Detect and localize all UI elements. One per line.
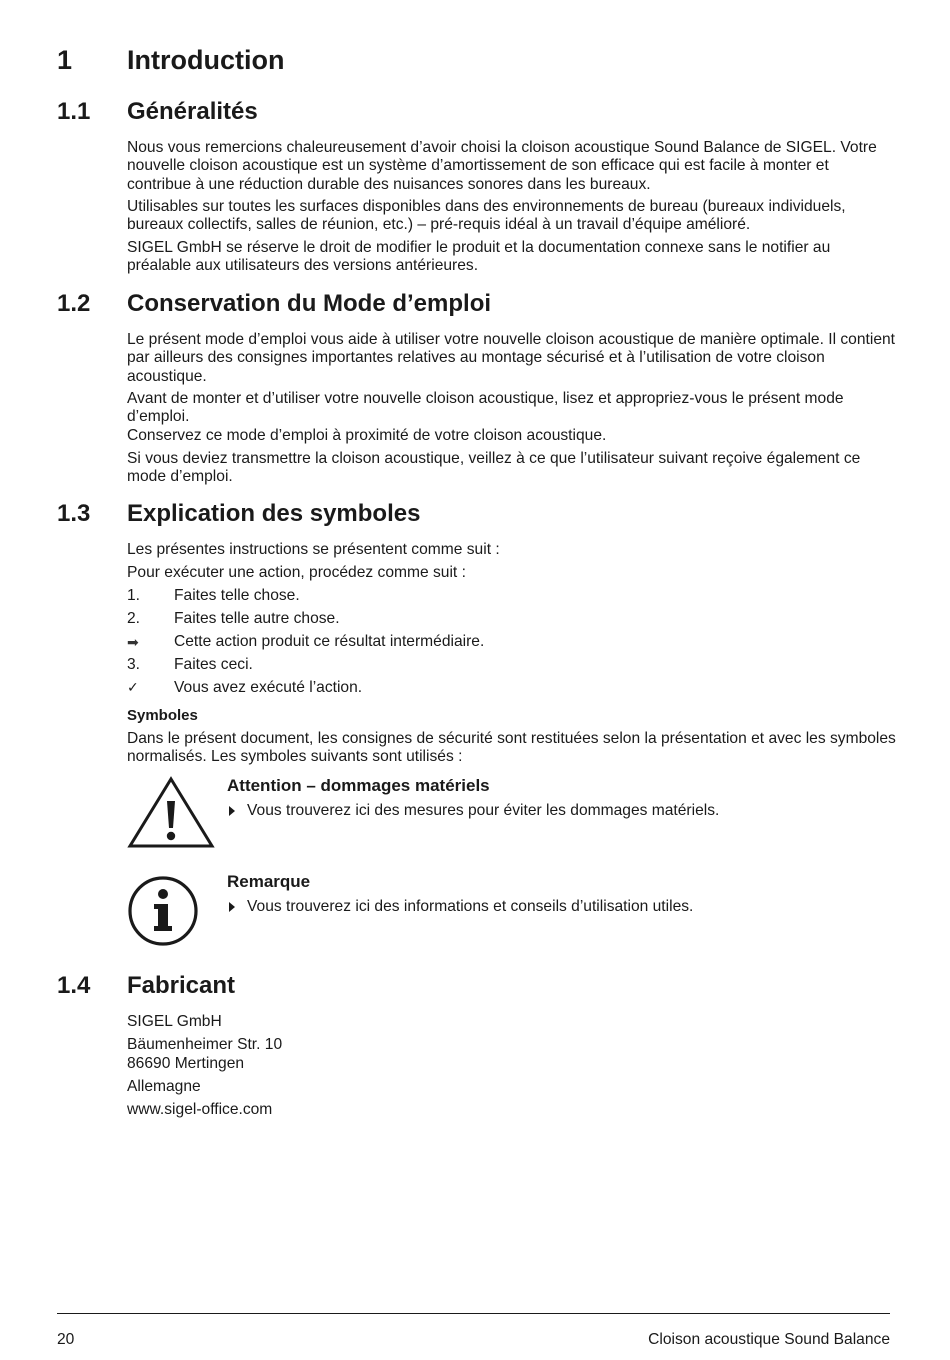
chapter-title: Introduction [127,45,285,75]
paragraph: Le présent mode d’emploi vous aide à utiliser votre nouvelle cloison acoustique de manière optimale. Il contient par ailleurs des consignes importantes relatives au montage sécurisé et à l’utilisation de votre cloison acoustique. [127,331,895,385]
section-number: 1.3 [57,500,91,527]
manufacturer-website: www.sigel-office.com [127,1101,273,1118]
remarque-title: Remarque [227,872,311,891]
attention-text: Vous trouverez ici des mesures pour éviter les dommages matériels. [247,802,720,819]
section-title: Généralités [127,98,258,125]
section-title: Conservation du Mode d’emploi [127,290,492,317]
section-number: 1.1 [57,98,91,125]
check-icon: ✓ [127,680,139,696]
paragraph: SIGEL GmbH se réserve le droit de modifier le produit et la documentation connexe sans le notifier au préalable aux utilisateurs des versions antérieures. [127,239,831,275]
remarque-text: Vous trouverez ici des informations et conseils d’utilisation utiles. [247,898,694,915]
step-number: 3. [127,656,141,673]
section-title: Fabricant [127,972,236,999]
step-text: Faites ceci. [174,656,253,673]
manufacturer-street: Bäumenheimer Str. 10 [127,1036,283,1053]
attention-title: Attention – dommages matériels [227,776,490,795]
manufacturer-country: Allemagne [127,1078,201,1095]
section-number: 1.4 [57,972,91,999]
section-number: 1.2 [57,290,91,317]
paragraph: Utilisables sur toutes les surfaces disponibles dans des environnements de bureau (bureaux individuels, bureaux collectifs, salles de réunion, etc.) – pré-requis idéal à un travail d’équipe amélioré. [127,198,846,234]
step-text: Vous avez exécuté l’action. [174,679,363,696]
paragraph: Pour exécuter une action, procédez comme suit : [127,564,466,581]
manufacturer-city: 86690 Mertingen [127,1055,245,1072]
paragraph: Conservez ce mode d’emploi à proximité de votre cloison acoustique. [127,427,607,444]
triangle-bullet-icon [229,902,235,912]
manufacturer-name: SIGEL GmbH [127,1013,222,1030]
step-text: Cette action produit ce résultat intermédiaire. [174,633,485,650]
footer-divider [57,1313,890,1314]
paragraph: Nous vous remercions chaleureusement d’avoir choisi la cloison acoustique Sound Balance de SIGEL. Votre nouvelle cloison acoustique est un système d’amortissement de son efficace qui est facile à monter et contribue à une réduction durable des nuisances sonores dans les bureaux. [127,139,877,193]
symbols-heading: Symboles [127,707,198,724]
step-text: Faites telle autre chose. [174,610,340,627]
paragraph: Avant de monter et d’utiliser votre nouvelle cloison acoustique, lisez et appropriez-vous le présent mode d’emploi. [127,390,844,426]
paragraph: Dans le présent document, les consignes de sécurité sont restituées selon la présentation et avec les symboles normalisés. Les symboles suivants sont utilisés : [127,730,896,766]
paragraph: Les présentes instructions se présentent comme suit : [127,541,500,558]
arrow-right-icon: ➡ [127,634,139,650]
page-number: 20 [57,1331,75,1348]
chapter-number: 1 [57,45,73,75]
paragraph: Si vous deviez transmettre la cloison acoustique, veillez à ce que l’utilisateur suivant reçoive également ce mode d’emploi. [127,450,861,486]
triangle-bullet-icon [229,806,235,816]
step-number: 2. [127,610,141,627]
section-title: Explication des symboles [127,500,421,527]
step-text: Faites telle chose. [174,587,300,604]
warning-triangle-icon [127,776,215,849]
info-circle-icon [127,875,199,947]
footer-product-name: Cloison acoustique Sound Balance [648,1331,890,1348]
step-number: 1. [127,587,141,604]
